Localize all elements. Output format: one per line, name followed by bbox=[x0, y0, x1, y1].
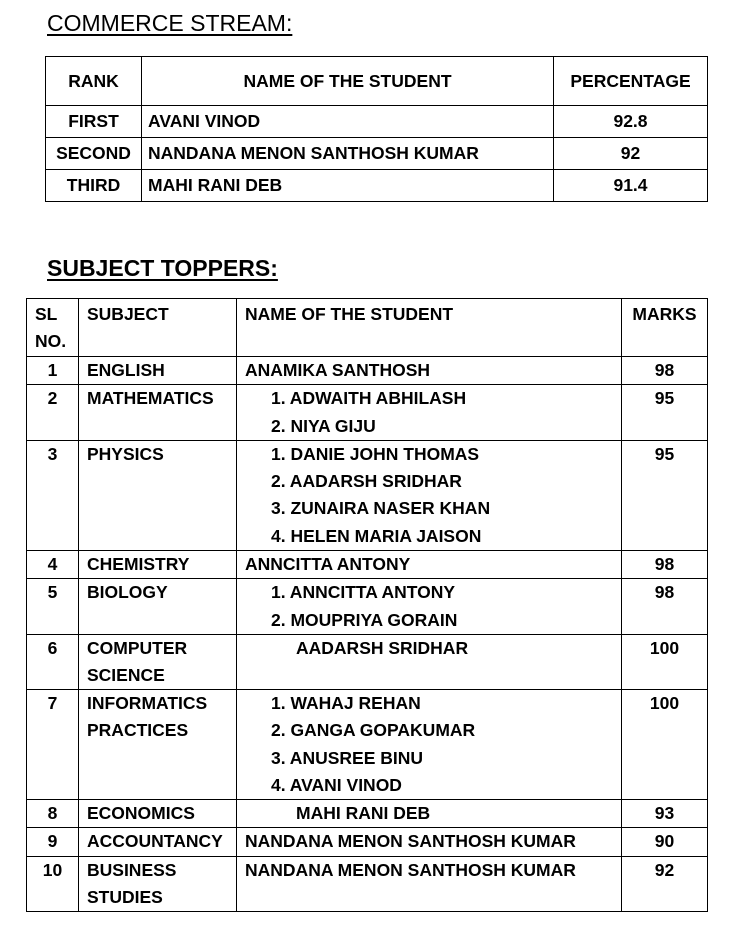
student-name: 2. MOUPRIYA GORAIN bbox=[271, 609, 458, 630]
commerce-rank-table bbox=[45, 56, 708, 202]
marks-cell: 100 bbox=[622, 689, 708, 799]
student-names-cell bbox=[237, 634, 622, 689]
subject-toppers-table bbox=[26, 298, 708, 912]
table-row bbox=[27, 385, 708, 441]
subject-cell: PHYSICS bbox=[79, 440, 237, 550]
marks-cell: 98 bbox=[622, 357, 708, 385]
student-name: 1. ANNCITTA ANTONY bbox=[271, 582, 456, 603]
marks-cell: 95 bbox=[622, 385, 708, 441]
sl-cell: 6 bbox=[27, 634, 79, 689]
subject-cell: ECONOMICS bbox=[79, 800, 237, 828]
subject-cell: ACCOUNTANCY bbox=[79, 828, 237, 856]
student-name: 2. GANGA GOPAKUMAR bbox=[271, 720, 476, 741]
table-row bbox=[27, 689, 708, 799]
student-names-cell bbox=[237, 551, 622, 579]
sl-cell: 5 bbox=[27, 579, 79, 635]
table-row bbox=[46, 106, 708, 138]
marks-header: MARKS bbox=[622, 299, 708, 357]
percentage-cell: 91.4 bbox=[554, 170, 708, 202]
subject-cell: BUSINESS STUDIES bbox=[79, 856, 237, 911]
student-names-cell bbox=[237, 689, 622, 799]
sl-cell: 4 bbox=[27, 551, 79, 579]
student-names-cell bbox=[237, 800, 622, 828]
subject-toppers-heading: SUBJECT TOPPERS: bbox=[47, 255, 278, 281]
marks-cell: 90 bbox=[622, 828, 708, 856]
table-row bbox=[27, 551, 708, 579]
table-row bbox=[27, 800, 708, 828]
student-name: MAHI RANI DEB bbox=[296, 803, 431, 824]
student-name-cell: NANDANA MENON SANTHOSH KUMAR bbox=[142, 138, 554, 170]
student-name: 1. DANIE JOHN THOMAS bbox=[271, 443, 480, 464]
sl-cell: 3 bbox=[27, 440, 79, 550]
student-names-cell bbox=[237, 579, 622, 635]
table-header-row bbox=[46, 57, 708, 106]
student-name: 2. NIYA GIJU bbox=[271, 415, 376, 436]
student-name: NANDANA MENON SANTHOSH KUMAR bbox=[245, 831, 576, 852]
rank-cell: FIRST bbox=[46, 106, 142, 138]
table-row bbox=[27, 357, 708, 385]
percentage-header: PERCENTAGE bbox=[554, 57, 708, 106]
table-row bbox=[27, 440, 708, 550]
subject-cell: BIOLOGY bbox=[79, 579, 237, 635]
student-names-cell bbox=[237, 828, 622, 856]
table-row bbox=[27, 856, 708, 911]
marks-cell: 95 bbox=[622, 440, 708, 550]
subject-header: SUBJECT bbox=[79, 299, 237, 357]
student-names-cell bbox=[237, 385, 622, 441]
marks-cell: 98 bbox=[622, 579, 708, 635]
table-row bbox=[46, 170, 708, 202]
percentage-cell: 92.8 bbox=[554, 106, 708, 138]
rank-header: RANK bbox=[46, 57, 142, 106]
sl-cell: 8 bbox=[27, 800, 79, 828]
sl-no-header: SL NO. bbox=[27, 299, 79, 357]
student-name-cell: AVANI VINOD bbox=[142, 106, 554, 138]
student-name: 3. ANUSREE BINU bbox=[271, 747, 424, 768]
student-name: 4. AVANI VINOD bbox=[271, 774, 402, 795]
subject-cell: MATHEMATICS bbox=[79, 385, 237, 441]
table-row bbox=[27, 579, 708, 635]
student-name: NANDANA MENON SANTHOSH KUMAR bbox=[245, 859, 576, 880]
student-name: 3. ZUNAIRA NASER KHAN bbox=[271, 498, 491, 519]
student-names-cell bbox=[237, 856, 622, 911]
student-names-cell bbox=[237, 440, 622, 550]
percentage-cell: 92 bbox=[554, 138, 708, 170]
student-name-header: NAME OF THE STUDENT bbox=[142, 57, 554, 106]
table-row bbox=[27, 828, 708, 856]
subject-cell: ENGLISH bbox=[79, 357, 237, 385]
sl-cell: 7 bbox=[27, 689, 79, 799]
table-header-row bbox=[27, 299, 708, 357]
student-name: 1. WAHAJ REHAN bbox=[271, 692, 421, 713]
commerce-stream-heading: COMMERCE STREAM: bbox=[47, 10, 293, 36]
student-name: ANNCITTA ANTONY bbox=[245, 554, 411, 575]
student-name: 1. ADWAITH ABHILASH bbox=[271, 388, 467, 409]
table-row bbox=[46, 138, 708, 170]
marks-cell: 100 bbox=[622, 634, 708, 689]
student-name: 4. HELEN MARIA JAISON bbox=[271, 525, 482, 546]
student-name: 2. AADARSH SRIDHAR bbox=[271, 471, 462, 492]
marks-cell: 92 bbox=[622, 856, 708, 911]
student-name-cell: MAHI RANI DEB bbox=[142, 170, 554, 202]
sl-cell: 9 bbox=[27, 828, 79, 856]
student-name-header: NAME OF THE STUDENT bbox=[237, 299, 622, 357]
sl-cell: 10 bbox=[27, 856, 79, 911]
marks-cell: 98 bbox=[622, 551, 708, 579]
student-name: AADARSH SRIDHAR bbox=[296, 637, 469, 658]
rank-cell: SECOND bbox=[46, 138, 142, 170]
subject-cell: CHEMISTRY bbox=[79, 551, 237, 579]
table-row bbox=[27, 634, 708, 689]
student-name: ANAMIKA SANTHOSH bbox=[245, 360, 431, 380]
subject-cell: COMPUTER SCIENCE bbox=[79, 634, 237, 689]
marks-cell: 93 bbox=[622, 800, 708, 828]
student-names-cell bbox=[237, 357, 622, 385]
subject-cell: INFORMATICS PRACTICES bbox=[79, 689, 237, 799]
sl-cell: 2 bbox=[27, 385, 79, 441]
rank-cell: THIRD bbox=[46, 170, 142, 202]
sl-cell: 1 bbox=[27, 357, 79, 385]
